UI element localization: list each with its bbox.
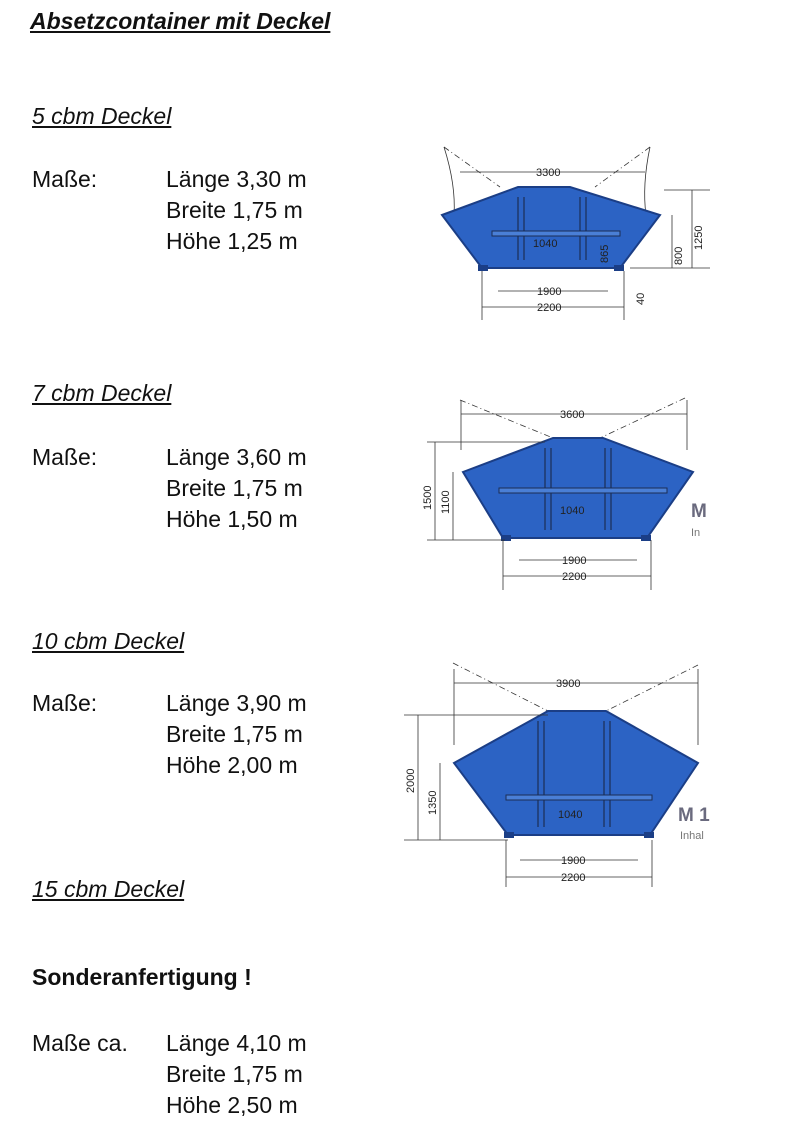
crossbar — [492, 231, 620, 236]
bleed-through-text: M 1 — [678, 805, 710, 826]
dimension-width: Breite 1,75 m — [166, 475, 303, 501]
container-foot — [504, 832, 514, 838]
dimension-label-inner-height: 865 — [599, 244, 611, 263]
lid-open-line-left — [460, 400, 553, 438]
dimension-height: Höhe 2,50 m — [166, 1092, 298, 1118]
dimension-label-base-outer: 2200 — [561, 872, 586, 884]
container-foot — [614, 265, 624, 271]
lid-arc-left — [444, 147, 454, 215]
crossbar — [506, 795, 652, 800]
dimension-label-top-width: 3300 — [536, 167, 561, 179]
dimension-length: Länge 3,60 m — [166, 444, 307, 470]
dimension-label-top-width: 3600 — [560, 409, 585, 421]
dimension-length: Länge 3,30 m — [166, 166, 307, 192]
dimension-label-inner: 1040 — [560, 505, 585, 517]
page-title: Absetzcontainer mit Deckel — [30, 8, 331, 34]
section-heading-5cbm: 5 cbm Deckel — [32, 103, 172, 129]
dimension-label-height-b: 2000 — [405, 768, 417, 793]
section-heading-15cbm: 15 cbm Deckel — [32, 876, 185, 902]
dimension-label-base-inner: 1900 — [562, 555, 587, 567]
crossbar — [499, 488, 667, 493]
lid-open-line-right — [595, 147, 650, 187]
bleed-through-text: In — [691, 527, 701, 539]
container-body — [442, 187, 660, 268]
dimension-label-height-a: 1100 — [440, 490, 452, 514]
container-diagram-10cbm — [398, 655, 728, 890]
dimensions-label: Maße: — [32, 690, 98, 716]
bleed-through-text: Inhal — [680, 830, 704, 842]
bleed-through-text: M — [691, 501, 707, 522]
dimension-width: Breite 1,75 m — [166, 721, 303, 747]
lid-arc-right — [645, 147, 650, 215]
lid-open-line-right — [600, 398, 685, 438]
special-heading: Sonderanfertigung ! — [32, 964, 252, 990]
dimension-label-base-outer: 2200 — [537, 302, 562, 314]
dimension-label-inner: 1040 — [558, 809, 583, 821]
dimensions-label: Maße: — [32, 166, 98, 192]
container-diagram-7cbm — [415, 390, 725, 600]
dimension-label-base-inner: 1900 — [561, 855, 586, 867]
dimension-height: Höhe 1,50 m — [166, 506, 298, 532]
dimension-label-height-b: 1250 — [693, 225, 705, 250]
dimensions-label: Maße ca. — [32, 1030, 128, 1056]
dimension-label-base-inner: 1900 — [537, 286, 562, 298]
dimension-length: Länge 3,90 m — [166, 690, 307, 716]
lid-open-line-right — [606, 665, 698, 711]
container-foot — [478, 265, 488, 271]
dimension-width: Breite 1,75 m — [166, 197, 303, 223]
dimension-length: Länge 4,10 m — [166, 1030, 307, 1056]
dimension-label-base-outer: 2200 — [562, 571, 587, 583]
dimension-height: Höhe 1,25 m — [166, 228, 298, 254]
dimension-height: Höhe 2,00 m — [166, 752, 298, 778]
dimension-label-height-a: 1350 — [427, 790, 439, 815]
section-heading-7cbm: 7 cbm Deckel — [32, 380, 172, 406]
lid-open-line-left — [453, 663, 548, 711]
dimension-label-foot: 40 — [635, 292, 647, 305]
dimension-label-inner: 1040 — [533, 238, 558, 250]
dimension-label-top-width: 3900 — [556, 678, 581, 690]
dimension-label-height-a: 800 — [673, 246, 685, 265]
section-heading-10cbm: 10 cbm Deckel — [32, 628, 185, 654]
dimension-width: Breite 1,75 m — [166, 1061, 303, 1087]
container-foot — [641, 535, 651, 541]
container-foot — [644, 832, 654, 838]
dimensions-label: Maße: — [32, 444, 98, 470]
dimension-label-height-b: 1500 — [422, 485, 434, 510]
container-diagram-5cbm — [420, 135, 720, 335]
